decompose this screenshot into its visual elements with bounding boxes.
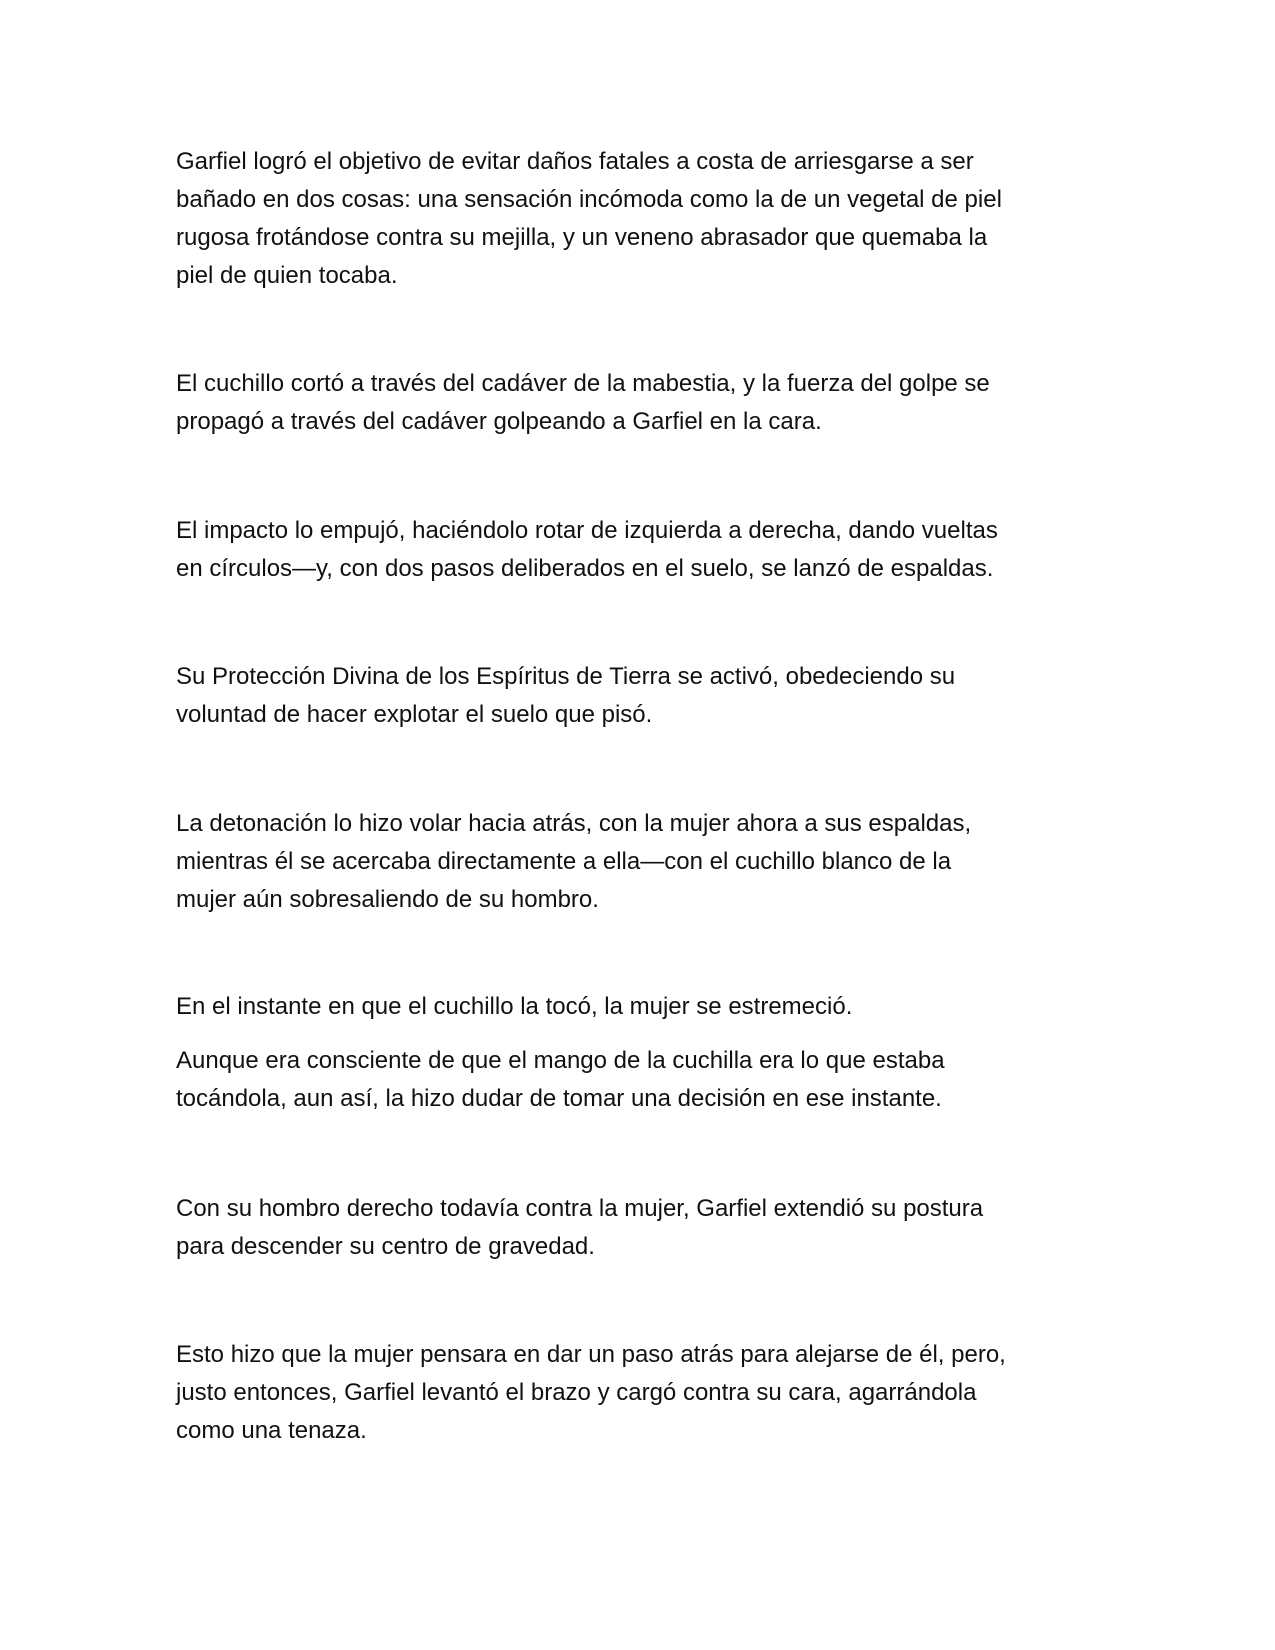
paragraph-2: El cuchillo cortó a través del cadáver de la mabestia, y la fuerza del golpe se propagó a través del cadáver golpeando a Garfiel en la cara. (176, 370, 990, 435)
paragraph-5: La detonación lo hizo volar hacia atrás, con la mujer ahora a sus espaldas, mientras él se acercaba directamente a ella—con el cuchillo blanco de la mujer aún sobresaliendo de su hombro. (176, 810, 972, 913)
paragraph-7: Aunque era consciente de que el mango de la cuchilla era lo que estaba tocándola, aun así, la hizo dudar de tomar una decisión en ese instante. (176, 1047, 945, 1112)
paragraph-4: Su Protección Divina de los Espíritus de Tierra se activó, obedeciendo su voluntad de hacer explotar el suelo que pisó. (176, 663, 956, 728)
paragraph-3: El impacto lo empujó, haciéndolo rotar de izquierda a derecha, dando vueltas en círculos—y, con dos pasos deliberados en el suelo, se lanzó de espaldas. (176, 517, 998, 582)
paragraph-8: Con su hombro derecho todavía contra la mujer, Garfiel extendió su postura para descender su centro de gravedad. (176, 1195, 984, 1260)
paragraph-1: Garfiel logró el objetivo de evitar daños fatales a costa de arriesgarse a ser bañado en dos cosas: una sensación incómoda como la de un vegetal de piel rugosa frotándose contra su mejilla, y un veneno abrasador que quemaba la piel de quien tocaba. (176, 148, 1002, 289)
paragraph-9: Esto hizo que la mujer pensara en dar un paso atrás para alejarse de él, pero, justo entonces, Garfiel levantó el brazo y cargó contra su cara, agarrándola como una tenaza. (176, 1341, 1006, 1444)
paragraph-6: En el instante en que el cuchillo la tocó, la mujer se estremeció. (176, 993, 853, 1020)
